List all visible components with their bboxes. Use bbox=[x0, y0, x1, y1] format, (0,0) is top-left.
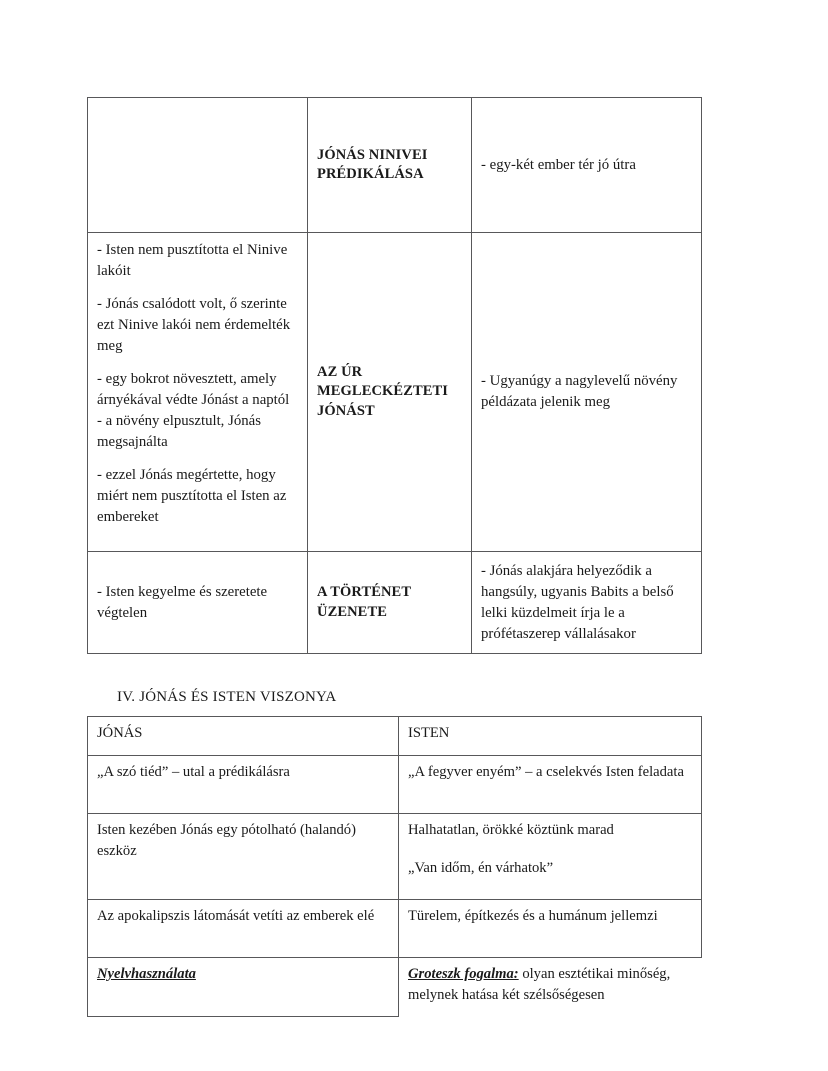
cell-text: - Isten kegyelme és szeretete végtelen bbox=[97, 583, 268, 621]
table-cell-left bbox=[88, 958, 399, 1017]
table-row bbox=[88, 552, 702, 654]
table-cell-right: „A fegyver enyém” – a cselekvés Isten feladata bbox=[399, 756, 702, 814]
cell-paragraph: „Van időm, én várhatok” bbox=[408, 860, 554, 877]
cell-paragraph: Halhatatlan, örökké köztünk marad bbox=[408, 822, 614, 838]
table-row bbox=[88, 98, 702, 233]
table-row bbox=[88, 958, 702, 1017]
table-row bbox=[88, 814, 702, 900]
table-header-row bbox=[88, 717, 702, 756]
cell-heading: A TÖRTÉNET ÜZENETE bbox=[317, 584, 411, 620]
table-cell-center bbox=[308, 552, 472, 654]
cell-text: - Jónás alakjára helyeződik a hangsúly, ugyanis Babits a belső lelki küzdelmeit írja le a prófétaszerep vállalásakor bbox=[481, 562, 674, 642]
table-cell-right: Türelem, építkezés és a humánum jellemzi bbox=[399, 900, 702, 958]
cell-text: - egy-két ember tér jó útra bbox=[481, 156, 636, 173]
table-header-isten: ISTEN bbox=[399, 717, 702, 756]
table-cell-right bbox=[399, 958, 702, 1017]
table-cell-left bbox=[88, 98, 308, 233]
table-header-jonas: JÓNÁS bbox=[88, 717, 399, 756]
table-cell-left: Isten kezében Jónás egy pótolható (halandó) eszköz bbox=[88, 814, 399, 900]
table-cell-right bbox=[399, 814, 702, 900]
emphasized-term: Nyelvhasználata bbox=[97, 966, 196, 982]
cell-text-list bbox=[88, 233, 307, 535]
cell-paragraph: - egy bokrot növesztett, amely árnyékával védte Jónást a naptól bbox=[97, 371, 290, 408]
cell-heading: AZ ÚR MEGLECKÉZTETI JÓNÁST bbox=[317, 364, 449, 419]
table-cell-center bbox=[308, 233, 472, 552]
cell-heading: JÓNÁS NINIVEI PRÉDIKÁLÁSA bbox=[317, 146, 428, 182]
section-heading: IV. JÓNÁS ÉS ISTEN VISZONYA bbox=[117, 689, 337, 705]
table-row bbox=[88, 900, 702, 958]
cell-paragraph: - a növény elpusztult, Jónás megsajnálta bbox=[97, 413, 261, 450]
table-jonas-structure bbox=[87, 97, 702, 654]
emphasized-term: Groteszk fogalma: bbox=[408, 966, 519, 982]
table-jonas-isten-relationship bbox=[87, 716, 702, 1017]
cell-text: olyan esztétikai minőség, melynek hatása két szélsőségesen bbox=[408, 966, 671, 1004]
cell-text bbox=[88, 158, 307, 172]
table-cell-left: Az apokalipszis látomását vetíti az emberek elé bbox=[88, 900, 399, 958]
cell-paragraph: - Jónás csalódott volt, ő szerinte ezt Ninive lakói nem érdemelték meg bbox=[97, 296, 291, 354]
cell-paragraph: - ezzel Jónás megértette, hogy miért nem pusztította el Isten az embereket bbox=[97, 467, 287, 525]
table-cell-right bbox=[472, 98, 702, 233]
table-cell-left bbox=[88, 233, 308, 552]
table-cell-center bbox=[308, 98, 472, 233]
table-row bbox=[88, 756, 702, 814]
table-cell-right bbox=[472, 552, 702, 654]
cell-text: - Ugyanúgy a nagylevelű növény példázata jelenik meg bbox=[481, 373, 678, 410]
table-cell-right bbox=[472, 233, 702, 552]
table-cell-left: „A szó tiéd” – utal a prédikálásra bbox=[88, 756, 399, 814]
table-row bbox=[88, 233, 702, 552]
cell-paragraph: - Isten nem pusztította el Ninive lakóit bbox=[97, 242, 288, 279]
table-cell-left bbox=[88, 552, 308, 654]
